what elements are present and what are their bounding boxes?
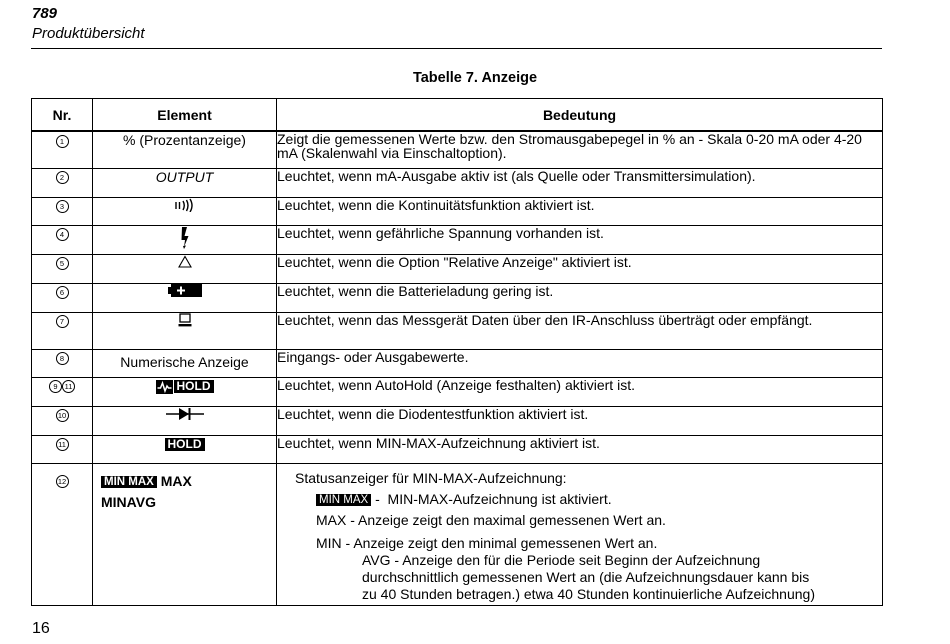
max-label: MAX [160, 472, 192, 489]
continuity-icon [173, 198, 197, 212]
meaning-text: Leuchtet, wenn MIN-MAX-Aufzeichnung aktiviert ist. [277, 435, 883, 463]
minmax-badge: MIN MAX [101, 476, 157, 488]
status-max: MAX - Anzeige zeigt den maximal gemessenen Wert an. [316, 511, 666, 528]
element-label: % (Prozentanzeige) [123, 132, 246, 148]
battery-icon [168, 284, 202, 297]
manual-section: Produktübersicht [32, 25, 145, 42]
computer-icon [178, 313, 192, 327]
col-bedeutung: Bedeutung [277, 99, 883, 132]
lightning-icon [178, 226, 192, 250]
col-element: Element [93, 99, 277, 132]
meaning-text: Eingangs- oder Ausgabewerte. [277, 349, 883, 377]
table-row [32, 377, 883, 406]
row-number: 7 [56, 315, 69, 328]
header-rule [31, 48, 882, 49]
table-row [32, 131, 883, 168]
status-title: Statusanzeiger für MIN-MAX-Aufzeichnung: [295, 469, 567, 486]
table-row [32, 254, 883, 283]
row-number: 5 [56, 257, 69, 270]
meaning-text: Leuchtet, wenn die Diodentestfunktion aktiviert ist. [277, 406, 883, 435]
table-header-row [32, 99, 883, 132]
hold-badge: HOLD [174, 380, 214, 393]
table-row [32, 435, 883, 463]
autohold-icon [156, 380, 173, 394]
meaning-text: Leuchtet, wenn AutoHold (Anzeige festhalten) aktiviert ist. [277, 377, 883, 406]
table-row [32, 463, 883, 605]
status-avg-line1: AVG - Anzeige den für die Periode seit Beginn der Aufzeichnung [362, 551, 761, 568]
table-row [32, 283, 883, 312]
meaning-text: Leuchtet, wenn mA-Ausgabe aktiv ist (als Quelle oder Transmittersimulation). [277, 168, 883, 197]
table-row [32, 312, 883, 349]
table-row [32, 225, 883, 254]
meaning-text: Leuchtet, wenn die Kontinuitätsfunktion aktiviert ist. [277, 197, 883, 225]
minavg-label: MINAVG [101, 493, 156, 510]
element-label: Numerische Anzeige [120, 353, 249, 370]
status-avg-line3: zu 40 Stunden betragen.) etwa 40 Stunden kontinuierliche Aufzeichnung) [362, 585, 815, 602]
element-label: OUTPUT [155, 168, 214, 185]
table-row [32, 406, 883, 435]
table-caption: Tabelle 7. Anzeige [412, 70, 538, 86]
minmax-badge: MIN MAX [316, 494, 371, 506]
row-number-secondary: 11 [62, 380, 75, 393]
meaning-text: Leuchtet, wenn das Messgerät Daten über den IR-Anschluss überträgt oder empfängt. [277, 312, 883, 349]
table-row [32, 197, 883, 225]
meaning-text: Leuchtet, wenn gefährliche Spannung vorhanden ist. [277, 225, 883, 254]
status-minmax: - MIN-MAX-Aufzeichnung ist aktiviert. [371, 490, 612, 507]
row-number: 10 [56, 409, 69, 422]
status-avg-line2: durchschnittlich gemessenen Wert an (die Aufzeichnungsdauer kann bis [362, 568, 810, 585]
table-row [32, 349, 883, 377]
display-table [31, 98, 883, 606]
row-number: 8 [56, 352, 69, 365]
row-number: 6 [56, 286, 69, 299]
status-min: MIN - Anzeige zeigt den minimal gemessenen Wert an. [316, 534, 658, 551]
row-number: 1 [56, 135, 69, 148]
manual-model: 789 [32, 5, 58, 22]
row-number: 2 [56, 171, 69, 184]
diode-icon [166, 407, 204, 421]
meaning-text: Leuchtet, wenn die Option "Relative Anzeige" aktiviert ist. [277, 254, 883, 283]
meaning-text: Leuchtet, wenn die Batterieladung gering ist. [277, 283, 883, 312]
row-number: 9 [49, 380, 62, 393]
row-number: 4 [56, 228, 69, 241]
table-row [32, 168, 883, 197]
meaning-text: Zeigt die gemessenen Werte bzw. den Stromausgabepegel in % an - Skala 0-20 mA oder 4-20 mA (Skalenwahl via Einschaltoption). [277, 131, 883, 168]
col-nr: Nr. [32, 99, 93, 132]
row-number: 3 [56, 200, 69, 213]
delta-icon [178, 255, 192, 268]
page-number: 16 [32, 620, 50, 637]
row-number: 11 [56, 438, 69, 451]
hold-badge: HOLD [165, 438, 205, 451]
row-number: 12 [56, 475, 69, 488]
